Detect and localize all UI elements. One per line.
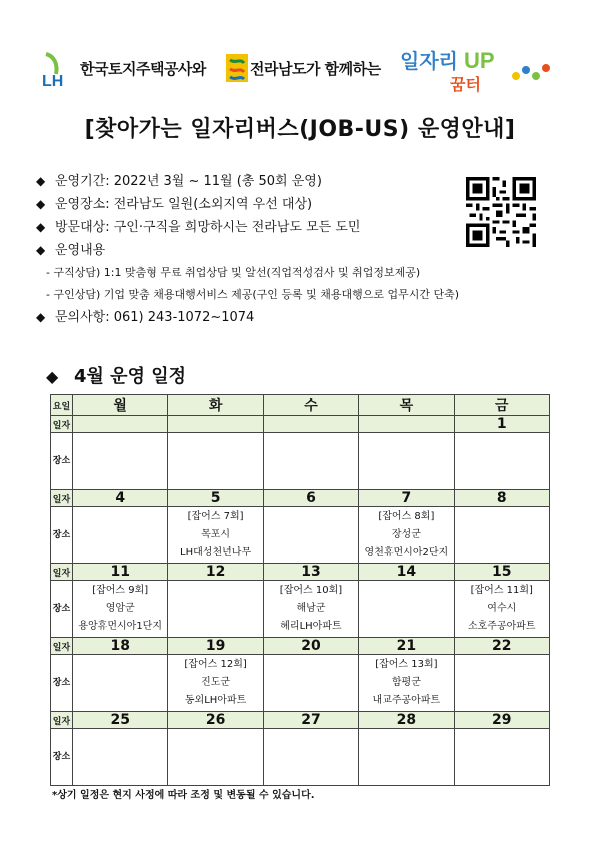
svg-text:일자리: 일자리 [400,49,458,73]
date-row [51,638,550,655]
diamond-bullet-icon: ◆ [36,310,46,324]
date-cell: 28 [359,712,454,729]
place-cell [454,581,549,638]
date-row [51,416,550,433]
date-cell: 29 [454,712,549,729]
place-line: 해남군 [296,603,326,614]
weekday-header-row [51,395,550,416]
date-row [51,564,550,581]
place-cell [73,729,168,786]
place-line: 소호주공아파트 [467,621,536,632]
place-cell [263,729,358,786]
svg-text:UP: UP [464,48,495,73]
date-cell: 12 [168,564,263,581]
place-cell [263,433,358,490]
diamond-bullet-icon: ◆ [46,367,59,386]
place-row [51,655,550,712]
date-cell: 13 [263,564,358,581]
date-cell [263,416,358,433]
info-content-job-seeker: - 구직상담) 1:1 맞춤형 무료 취업상담 및 알선(직업적성검사 및 취업정보제공) [46,266,421,279]
place-line: [잡어스 12회] [184,659,247,670]
place-line: 함평군 [391,677,421,688]
info-content-label: ◆ 운영내용 [36,239,476,262]
place-cell [73,655,168,712]
place-label: 장소 [51,581,73,638]
place-line: 목포시 [201,529,231,540]
place-cell [73,433,168,490]
place-cell [454,729,549,786]
date-label: 일자 [51,712,73,729]
place-cell [454,507,549,564]
place-line: [잡어스 10회] [279,585,343,596]
jeonnam-logo-icon [226,54,248,82]
diamond-bullet-icon: ◆ [36,243,46,257]
date-label: 일자 [51,490,73,507]
date-cell [359,416,454,433]
weekday-cell: 목 [359,395,454,416]
date-cell: 15 [454,564,549,581]
place-line: [잡어스 11회] [470,585,533,596]
info-place: ◆ 운영장소: 전라남도 일원(소외지역 우선 대상) [36,193,476,216]
place-cell [359,581,454,638]
place-line: 혜리LH아파트 [280,621,342,632]
date-cell: 27 [263,712,358,729]
place-cell [168,507,263,564]
date-cell [168,416,263,433]
place-cell [263,581,358,638]
jeonnam-org-name: 전라남도가 함께하는 [250,60,381,78]
place-cell [454,433,549,490]
place-line: 영암군 [105,603,135,614]
date-cell: 26 [168,712,263,729]
place-label: 장소 [51,655,73,712]
date-cell: 22 [454,638,549,655]
place-row [51,507,550,564]
diamond-bullet-icon: ◆ [36,197,46,211]
schedule-title: ◆ 4월 운영 일정 [46,366,186,387]
place-cell [168,581,263,638]
date-cell: 21 [359,638,454,655]
place-line: [잡어스 7회] [187,511,244,522]
diamond-bullet-icon: ◆ [36,220,46,234]
jobs-up-logo-icon [398,44,558,94]
info-target: ◆ 방문대상: 구인·구직을 희망하시는 전라남도 모든 도민 [36,216,476,239]
date-cell: 18 [73,638,168,655]
place-cell [73,581,168,638]
place-row [51,729,550,786]
place-cell [168,729,263,786]
place-row [51,433,550,490]
place-cell [454,655,549,712]
weekday-cell: 월 [73,395,168,416]
place-line: 영천휴먼시아2단지 [364,547,449,558]
page-title: [찾아가는 일자리버스(JOB-US) 운영안내] [84,117,516,142]
date-row [51,490,550,507]
place-line: 동외LH아파트 [184,695,247,706]
place-cell [263,507,358,564]
place-line: [잡어스 9회] [92,585,149,596]
date-label: 일자 [51,416,73,433]
date-cell: 11 [73,564,168,581]
date-cell: 25 [73,712,168,729]
lh-logo-icon [40,50,80,90]
place-line: 용앙휴먼시아1단지 [78,621,163,632]
place-cell [263,655,358,712]
date-cell: 8 [454,490,549,507]
date-cell [73,416,168,433]
date-cell: 19 [168,638,263,655]
qr-code-icon[interactable] [466,177,536,247]
svg-text:꿈터: 꿈터 [450,75,481,94]
place-cell [359,433,454,490]
weekday-label: 요일 [51,395,73,416]
place-label: 장소 [51,433,73,490]
place-cell [359,729,454,786]
diamond-bullet-icon: ◆ [36,174,46,188]
place-label: 장소 [51,729,73,786]
place-cell [359,655,454,712]
place-cell [168,655,263,712]
svg-text:LH: LH [42,73,64,90]
place-line: 장성군 [391,529,421,540]
date-label: 일자 [51,638,73,655]
info-period: ◆ 운영기간: 2022년 3월 ~ 11월 (총 50회 운영) [36,170,476,193]
weekday-cell: 화 [168,395,263,416]
date-cell: 20 [263,638,358,655]
place-cell [168,433,263,490]
date-cell: 7 [359,490,454,507]
lh-org-name: 한국토지주택공사와 [80,60,206,78]
info-section [36,170,476,329]
place-line: 여수시 [487,603,517,614]
date-cell: 1 [454,416,549,433]
weekday-cell: 수 [263,395,358,416]
weekday-cell: 금 [454,395,549,416]
place-row [51,581,550,638]
place-cell [73,507,168,564]
date-cell: 6 [263,490,358,507]
place-label: 장소 [51,507,73,564]
place-cell [359,507,454,564]
date-cell: 14 [359,564,454,581]
date-label: 일자 [51,564,73,581]
header [40,44,560,94]
place-line: LH대성천년나무 [180,547,252,558]
schedule-calendar [50,394,550,786]
place-line: [잡어스 8회] [378,511,435,522]
info-contact: ◆ 문의사항: 061) 243-1072~1074 [36,306,476,329]
date-row [51,712,550,729]
info-content-employer: - 구인상담) 기업 맞춤 채용대행서비스 제공(구인 등록 및 채용대행으로 업무시간 단축) [46,288,460,301]
place-line: 내교주공아파트 [372,695,441,706]
place-line: [잡어스 13회] [375,659,438,670]
date-cell: 4 [73,490,168,507]
schedule-footnote: *상기 일정은 현지 사정에 따라 조정 및 변동될 수 있습니다. [52,790,315,801]
date-cell: 5 [168,490,263,507]
place-line: 진도군 [201,677,231,688]
